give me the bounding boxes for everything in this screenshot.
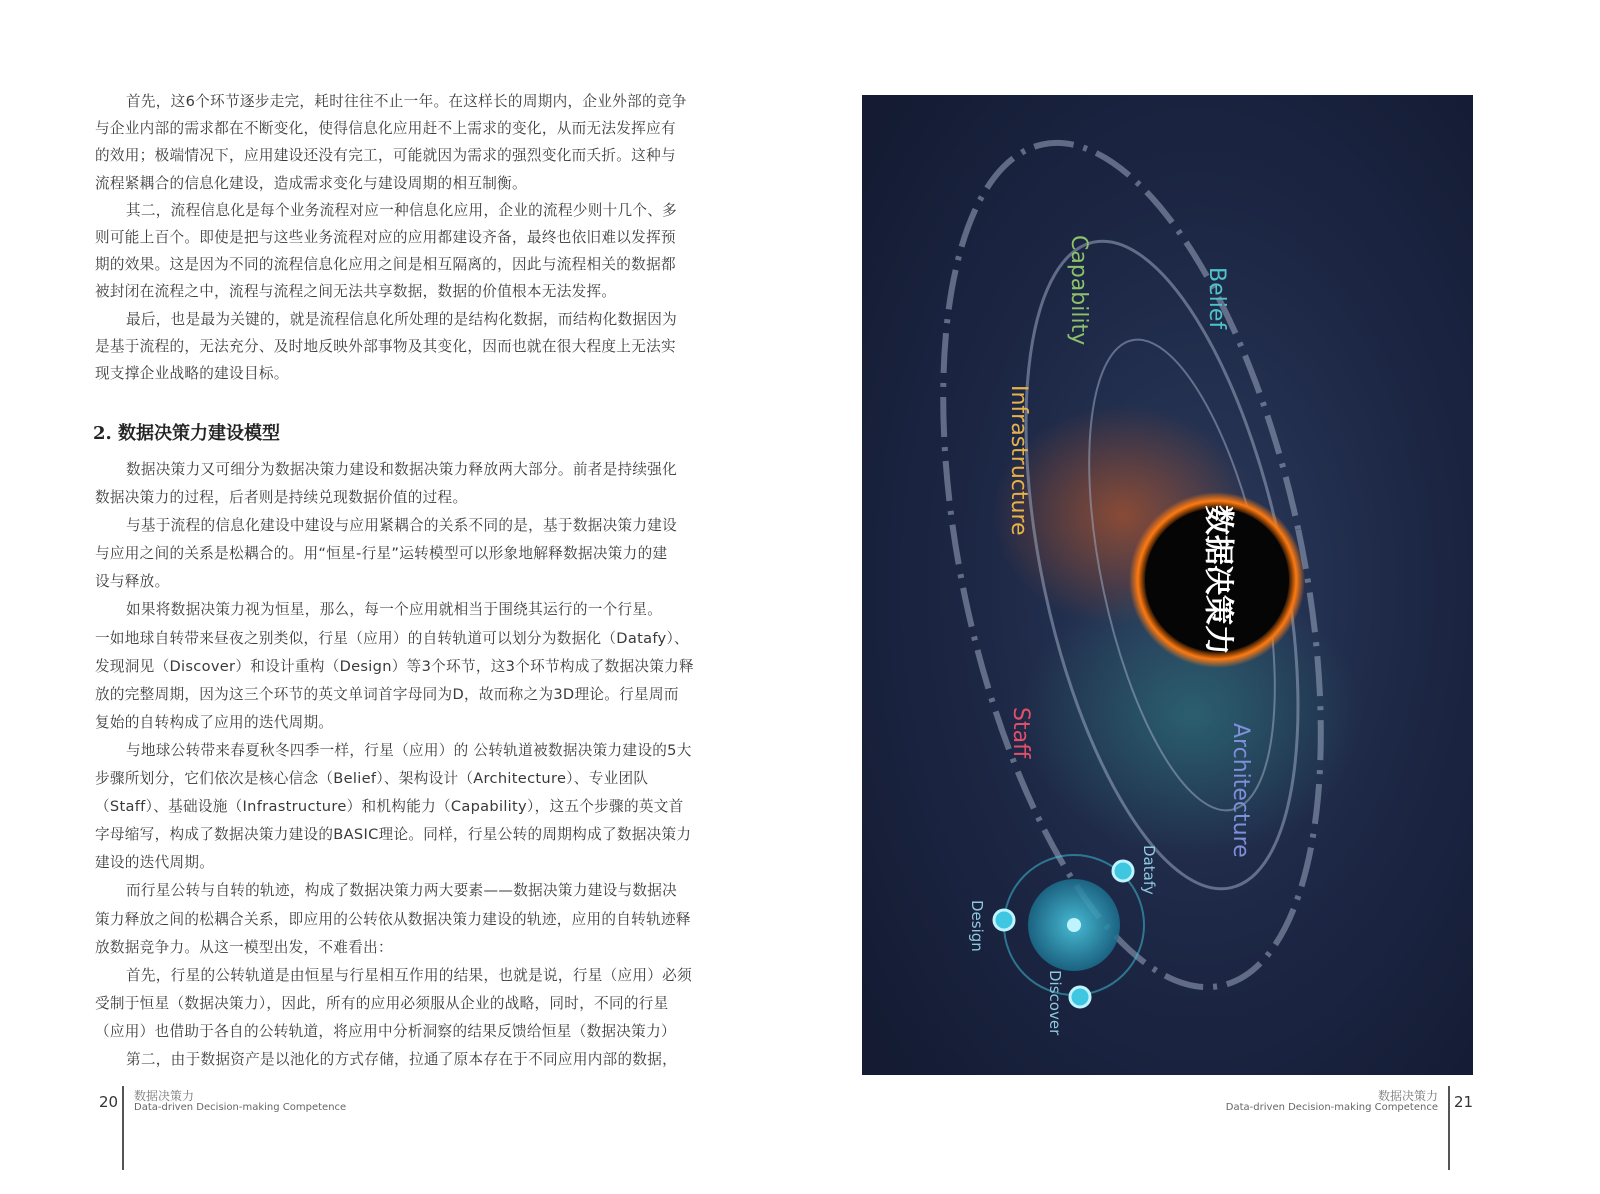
text-line: 期的效果。这是因为不同的流程信息化应用之间是相互隔离的，因此与流程相关的数据都 (95, 256, 676, 274)
footer-left (134, 1090, 346, 1114)
text-line: 字母缩写，构成了数据决策力建设的BASIC理论。同样，行星公转的周期构成了数据决策力 (95, 826, 692, 844)
footer-divider-right (1448, 1086, 1450, 1170)
text-line: 的效用；极端情况下，应用建设还没有完工，可能就因为需求的强烈变化而夭折。这种与 (95, 147, 676, 165)
text-line: 现支撑企业战略的建设目标。 (95, 364, 289, 382)
planet-label-discover: Discover (1046, 970, 1064, 1036)
orbit-label-architecture: Architecture (1228, 723, 1253, 858)
text-line: 策力释放之间的松耦合关系，即应用的公转依从数据决策力建设的轨迹，应用的自转轨迹释 (95, 910, 691, 928)
text-line: 一如地球自转带来昼夜之别类似，行星（应用）的自转轨道可以划分为数据化（Datafy）、 (95, 629, 689, 647)
page-number-right: 21 (1454, 1093, 1474, 1111)
text-line: 建设的迭代周期。 (95, 854, 215, 872)
orbit-label-belief: Belief (1204, 267, 1229, 330)
star-planet-model-illustration (862, 95, 1473, 1075)
text-line: 与基于流程的信息化建设中建设与应用紧耦合的关系不同的是，基于数据决策力建设 (126, 517, 678, 535)
text-block-model (95, 456, 707, 1074)
text-line: 与企业内部的需求都在不断变化，使得信息化应用赶不上需求的变化，从而无法发挥应有 (95, 120, 676, 138)
footer-title-cn: 数据决策力 (134, 1089, 195, 1103)
text-line: 第二，由于数据资产是以池化的方式存储，拉通了原本存在于不同应用内部的数据， (126, 1050, 678, 1068)
text-line: 而行星公转与自转的轨迹，构成了数据决策力两大要素——数据决策力建设与数据决 (126, 882, 678, 900)
text-line: （应用）也借助于各自的公转轨道，将应用中分析洞察的结果反馈给恒星（数据决策力） (95, 1022, 676, 1040)
footer-title-cn: 数据决策力 (1377, 1089, 1438, 1103)
orbit-label-capability: Capability (1066, 235, 1091, 346)
text-line: 首先，行星的公转轨道是由恒星与行星相互作用的结果，也就是说，行星（应用）必须 (126, 966, 692, 984)
text-line: 如果将数据决策力视为恒星，那么，每一个应用就相当于围绕其运行的一个行星。 (126, 601, 663, 619)
footer-title-en: Data-driven Decision-making Competence (1225, 1102, 1438, 1113)
text-line: 放数据竞争力。从这一模型出发，不难看出： (95, 938, 393, 956)
text-line: 是基于流程的，无法充分、及时地反映外部事物及其变化，因而也就在很大程度上无法实 (95, 337, 676, 355)
footer-title-en: Data-driven Decision-making Competence (134, 1102, 347, 1113)
text-line: 与应用之间的关系是松耦合的。用“恒星-行星”运转模型可以形象地解释数据决策力的建 (95, 545, 668, 563)
text-line: 最后，也是最为关键的，就是流程信息化所处理的是结构化数据，而结构化数据因为 (126, 310, 678, 328)
text-line: 放的完整周期，因为这三个环节的英文单词首字母同为D，故而称之为3D理论。行星周而 (95, 685, 679, 703)
orbit-label-infrastructure: Infrastructure (1006, 385, 1031, 536)
planet-label-design: Design (968, 900, 986, 952)
section-heading: 2. 数据决策力建设模型 (93, 423, 281, 444)
footer-right (1226, 1090, 1438, 1114)
page-number-left: 20 (99, 1093, 119, 1111)
text-line: 受制于恒星（数据决策力），因此，所有的应用必须服从企业的战略，同时，不同的行星 (95, 994, 669, 1012)
text-line: 设与释放。 (95, 573, 170, 591)
text-line: 首先，这6个环节逐步走完，耗时往往不止一年。在这样长的周期内，企业外部的竞争 (126, 93, 687, 110)
text-line: （Staff）、基础设施（Infrastructure）和机构能力（Capability），这五个步骤的英文首 (95, 798, 684, 816)
planet-label-datafy: Datafy (1140, 845, 1158, 895)
text-line: 流程紧耦合的信息化建设，造成需求变化与建设周期的相互制衡。 (95, 174, 527, 192)
star-label: 数据决策力 (1200, 505, 1236, 655)
footer-divider-left (122, 1086, 124, 1170)
text-line: 数据决策力又可细分为数据决策力建设和数据决策力释放两大部分。前者是持续强化 (126, 461, 678, 478)
text-line: 被封闭在流程之中，流程与流程之间无法共享数据，数据的价值根本无法发挥。 (95, 283, 617, 301)
orbit-label-staff: Staff (1008, 707, 1033, 759)
text-line: 数据决策力的过程，后者则是持续兑现数据价值的过程。 (95, 489, 468, 507)
text-line: 则可能上百个。即使是把与这些业务流程对应的应用都建设齐备，最终也依旧难以发挥预 (95, 228, 676, 246)
text-line: 步骤所划分，它们依次是核心信念（Belief）、架构设计（Architecture）、专业团队 (95, 770, 649, 788)
text-line: 与地球公转带来春夏秋冬四季一样，行星（应用）的 公转轨道被数据决策力建设的5大 (126, 741, 692, 759)
text-line: 发现洞见（Discover）和设计重构（Design）等3个环节，这3个环节构成了数据决策力释 (95, 657, 694, 675)
text-line: 复始的自转构成了应用的迭代周期。 (95, 713, 334, 731)
text-line: 其二，流程信息化是每个业务流程对应一种信息化应用，企业的流程少则十几个、多 (126, 201, 678, 219)
text-block-intro (95, 88, 707, 387)
